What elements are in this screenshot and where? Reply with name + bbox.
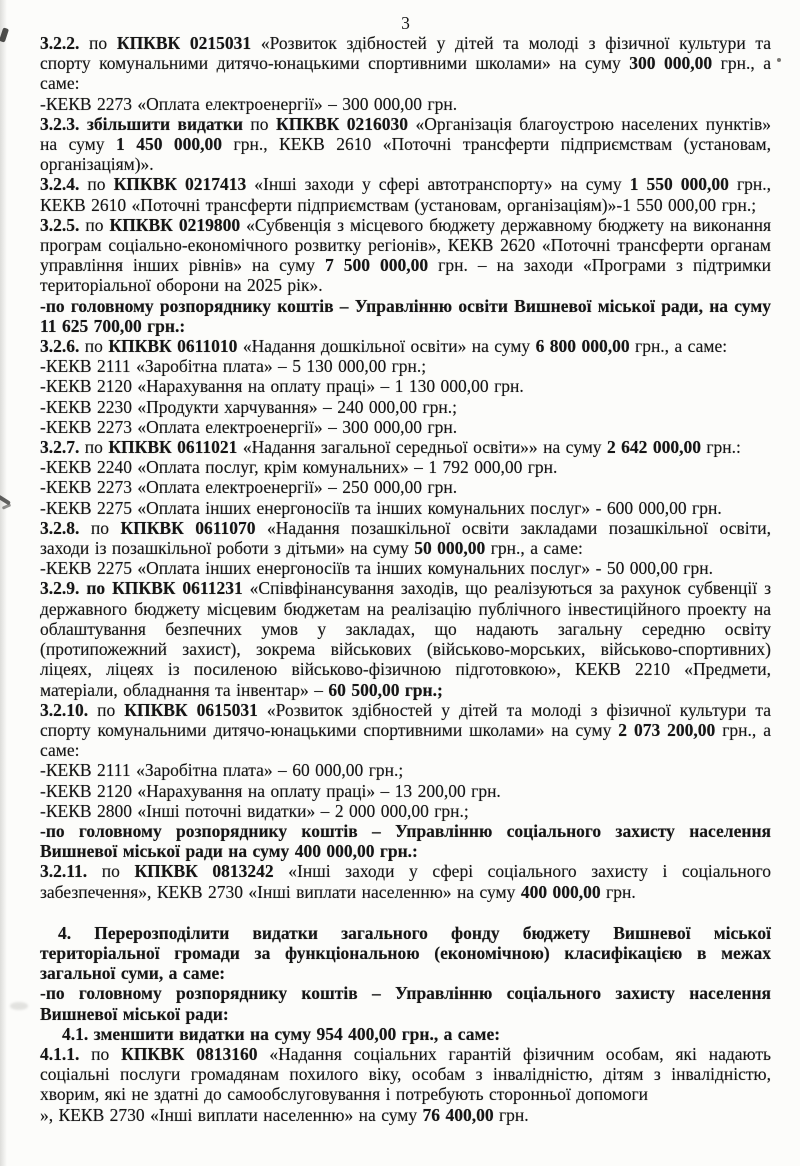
text-run: грн.: [600, 881, 636, 902]
page-number: 3: [401, 13, 410, 33]
text-run: 2 073 200,00: [618, 719, 716, 740]
text-run: «Надання позашкільної освіти закладами позашкільної освіти, заходи із позашкільної роботи з дітьми» на суму: [40, 517, 771, 559]
text-run: -КЕКВ 2111 «Заробітна плата» – 60 000,00 грн.;: [40, 760, 404, 781]
scan-artifact-mark: [0, 27, 9, 42]
para-3-2-9: [40, 578, 771, 699]
para-kekv-2275-b: [40, 558, 771, 578]
para-kekv-2275-a: [40, 498, 771, 518]
text-run: -КЕКВ 2800 «Інші поточні видатки» – 2 000 000,00 грн.;: [40, 800, 469, 821]
text-run: по: [79, 1043, 122, 1064]
text-run: 1 550 000,00: [629, 174, 729, 195]
text-run: КПКВК 0813242: [134, 861, 274, 882]
text-run: «Надання загальної середньої освіти»» на суму: [237, 437, 607, 458]
text-run: 2 642 000,00: [606, 437, 701, 458]
text-run: -по головному розпоряднику коштів – Управлінню соціального захисту населення Вишневої міської ради на суму 400 000,00 грн.:: [40, 820, 771, 862]
text-run: -КЕКВ 2273 «Оплата електроенергії» – 300 000,00 грн.: [40, 93, 458, 114]
text-run: «Інші заходи у сфері автотранспорту» на суму: [246, 174, 630, 195]
text-run: 3.2.10.: [40, 699, 89, 720]
text-run: грн., а саме:: [629, 336, 728, 357]
text-run: 3.2.6.: [40, 336, 80, 357]
para-3-2-7: [40, 437, 771, 457]
text-run: грн.: [493, 1104, 529, 1125]
text-run: -КЕКВ 2273 «Оплата електроенергії» – 250 000,00 грн.: [40, 477, 458, 498]
text-run: грн., КЕКВ 2610 «Поточні трансферти підприємствам (установам, організаціям)».: [40, 134, 771, 175]
text-run: КПКВК 0813160: [121, 1043, 258, 1064]
text-run: «Організація благоустрою населених пунктів» на суму: [40, 113, 772, 155]
para-kekv-2120-b: [40, 781, 771, 801]
text-run: по: [79, 214, 110, 235]
text-run: 3.2.8.: [40, 517, 80, 538]
scan-artifact-mark: [2, 503, 11, 509]
para-rozporiadnyk-soc-zahyst-1: [40, 821, 771, 861]
para-kekv-2273-b: [40, 417, 771, 437]
text-run: 60 500,00 грн.;: [328, 679, 443, 700]
para-kekv-2800: [40, 801, 771, 821]
text-run: -КЕКВ 2120 «Нарахування на оплату праці» – 1 130 000,00 грн.: [40, 376, 524, 397]
text-run: -КЕКВ 2275 «Оплата інших енергоносіїв та інших комунальних послуг» - 600 000,00 грн.: [40, 497, 722, 518]
para-kekv-2273-a: [40, 94, 771, 114]
text-run: -КЕКВ 2240 «Оплата послуг, крім комунальних» – 1 792 000,00 грн.: [40, 457, 558, 478]
text-run: -КЕКВ 2273 «Оплата електроенергії» – 300 000,00 грн.: [40, 416, 458, 437]
para-4-1: [40, 1024, 771, 1044]
text-run: -по головному розпоряднику коштів – Управлінню освіти Вишневої міської ради, на суму 11 625 700,00 грн.:: [40, 295, 771, 336]
text-run: 76 400,00: [422, 1104, 494, 1125]
text-run: 4.1.1.: [40, 1043, 80, 1064]
text-run: по: [79, 517, 121, 538]
text-run: 7 500 000,00: [325, 255, 429, 276]
para-kekv-2120-a: [40, 376, 771, 396]
text-run: КПКВК 0611010: [108, 336, 238, 357]
text-run: грн. – на заходи «Програми з підтримки територіальної оборони на 2025 рік».: [40, 255, 771, 296]
text-run: «Розвиток здібностей у дітей та молоді з фізичної культури та спорту комунальними дитячо-юнацькими спортивними школами» на суму: [40, 699, 772, 740]
text-run: КПКВК 0215031: [116, 33, 252, 53]
para-rozporiadnyk-osvity: [40, 296, 771, 336]
text-run: 1 450 000,00: [115, 134, 223, 155]
text-run: по: [79, 437, 109, 458]
para-kekv-2111-a: [40, 356, 771, 376]
text-run: по: [88, 699, 125, 720]
para-3-2-4: [40, 174, 771, 214]
text-run: 3.2.7.: [40, 437, 80, 458]
para-4-1-1: [40, 1044, 771, 1105]
scan-edge-shade: [0, 0, 7, 1166]
para-3-2-2: [40, 33, 771, 94]
text-run: -КЕКВ 2230 «Продукти харчування» – 240 000,00 грн.;: [40, 396, 457, 417]
text-run: КПКВК 0219800: [109, 214, 241, 235]
text-run: КПКВК 0611070: [120, 517, 256, 538]
text-run: по: [87, 861, 135, 882]
para-3-2-8: [40, 518, 771, 558]
text-run: -по головному розпоряднику коштів – Управлінню соціального захисту населення Вишневої міської ради:: [40, 983, 771, 1024]
text-run: 3.2.3. збільшити видатки: [40, 113, 243, 134]
text-run: грн., КЕКВ 2610 «Поточні трансферти підприємствам (установам, організаціям)»-1 550 000,00 грн.;: [40, 174, 772, 215]
text-run: 50 000,00: [414, 538, 486, 559]
text-run: по: [79, 33, 117, 53]
text-run: 3.2.4.: [40, 174, 80, 195]
text-run: 3.2.5.: [40, 214, 80, 235]
para-3-2-3: [40, 114, 771, 175]
text-run: 300 000,00: [629, 53, 713, 74]
text-run: «Інші заходи у сфері соціального захисту і соціального забезпечення», КЕКВ 2730 «Інші виплати населенню» на суму: [40, 861, 772, 902]
text-run: -КЕКВ 2275 «Оплата інших енергоносіїв та інших комунальних послуг» - 50 000,00 грн.: [40, 558, 713, 579]
text-run: 4. Перерозподілити видатки загального фонду бюджету Вишневої міської територіальної громади за функціональною (економічною) класифікацією в межах загальної суми, а саме:: [40, 922, 771, 984]
para-3-2-6: [40, 336, 771, 356]
text-run: по: [79, 174, 114, 195]
scan-artifact-dot: [777, 58, 781, 62]
document-body: [40, 33, 771, 1125]
para-4: [40, 923, 771, 984]
para-4-1-1-cont: [40, 1105, 771, 1125]
text-run: грн., а саме:: [485, 538, 583, 559]
para-kekv-2273-c: [40, 477, 771, 497]
scan-artifact-smudge: [10, 1002, 28, 1010]
para-kekv-2240: [40, 457, 771, 477]
text-run: «Надання дошкільної освіти» на суму: [237, 336, 536, 357]
text-run: КПКВК 0611021: [108, 437, 238, 458]
para-3-2-10: [40, 700, 771, 761]
text-run: «Субвенція з місцевого бюджету державному бюджету на виконання програм соціально-економічного розвитку регіонів», КЕКВ 2620 «Поточні трансферти органам управління інших рівнів» на суму: [40, 214, 771, 276]
text-run: 4.1. зменшити видатки на суму 954 400,00 грн., а саме:: [62, 1023, 501, 1044]
text-run: грн., а саме:: [40, 719, 771, 761]
text-run: по: [79, 336, 109, 357]
para-rozporiadnyk-soc-zahyst-2: [40, 983, 771, 1023]
text-run: 3.2.11.: [40, 861, 88, 882]
text-run: КПКВК 0216030: [276, 113, 409, 134]
text-run: 400 000,00: [520, 881, 601, 902]
text-run: грн., а саме:: [40, 53, 771, 94]
text-run: «Розвиток здібностей у дітей та молоді з фізичної культури та спорту комунальними дитячо-юнацькими спортивними школами» на суму: [40, 33, 772, 74]
text-run: «Співфінансування заходів, що реалізуються за рахунок субвенції з державного бюджету місцевим бюджетам на реалізацію публічного інвестиційного проекту на облаштування безпечних умов у закладах, що надають загальну середню освіту (протипожежний захист), зокрема військових (військово-морських, військово-спортивних) ліцеях, ліцеях із посиленою військово-фізичною підготовкою», КЕКВ 2210 «Предмети, матеріали, обладнання та інвентар» –: [40, 578, 771, 700]
text-run: «Надання соціальних гарантій фізичним особам, які надають соціальні послуги громадянам похилого віку, особам з інвалідністю, дітям з інвалідністю, хворим, які не здатні до самообслуговування і потребують сторонньої допомоги: [40, 1043, 772, 1105]
para-kekv-2111-b: [40, 760, 771, 780]
text-run: КПКВК 0217413: [113, 174, 247, 195]
text-run: -КЕКВ 2120 «Нарахування на оплату праці» – 13 200,00 грн.: [40, 780, 501, 801]
para-3-2-5: [40, 215, 771, 296]
text-run: КПКВК 0615031: [124, 699, 258, 720]
text-run: грн.:: [700, 437, 741, 458]
para-kekv-2230: [40, 397, 771, 417]
para-3-2-11: [40, 861, 771, 901]
text-run: 6 800 000,00: [535, 336, 630, 357]
text-run: -КЕКВ 2111 «Заробітна плата» – 5 130 000,00 грн.;: [40, 356, 427, 377]
text-run: по: [242, 113, 276, 134]
text-run: 3.2.2.: [40, 33, 80, 53]
scan-artifact-mark: [0, 495, 11, 506]
text-run: 3.2.9. по КПКВК 0611231: [40, 578, 243, 599]
text-run: », КЕКВ 2730 «Інші виплати населенню» на суму: [40, 1104, 423, 1125]
